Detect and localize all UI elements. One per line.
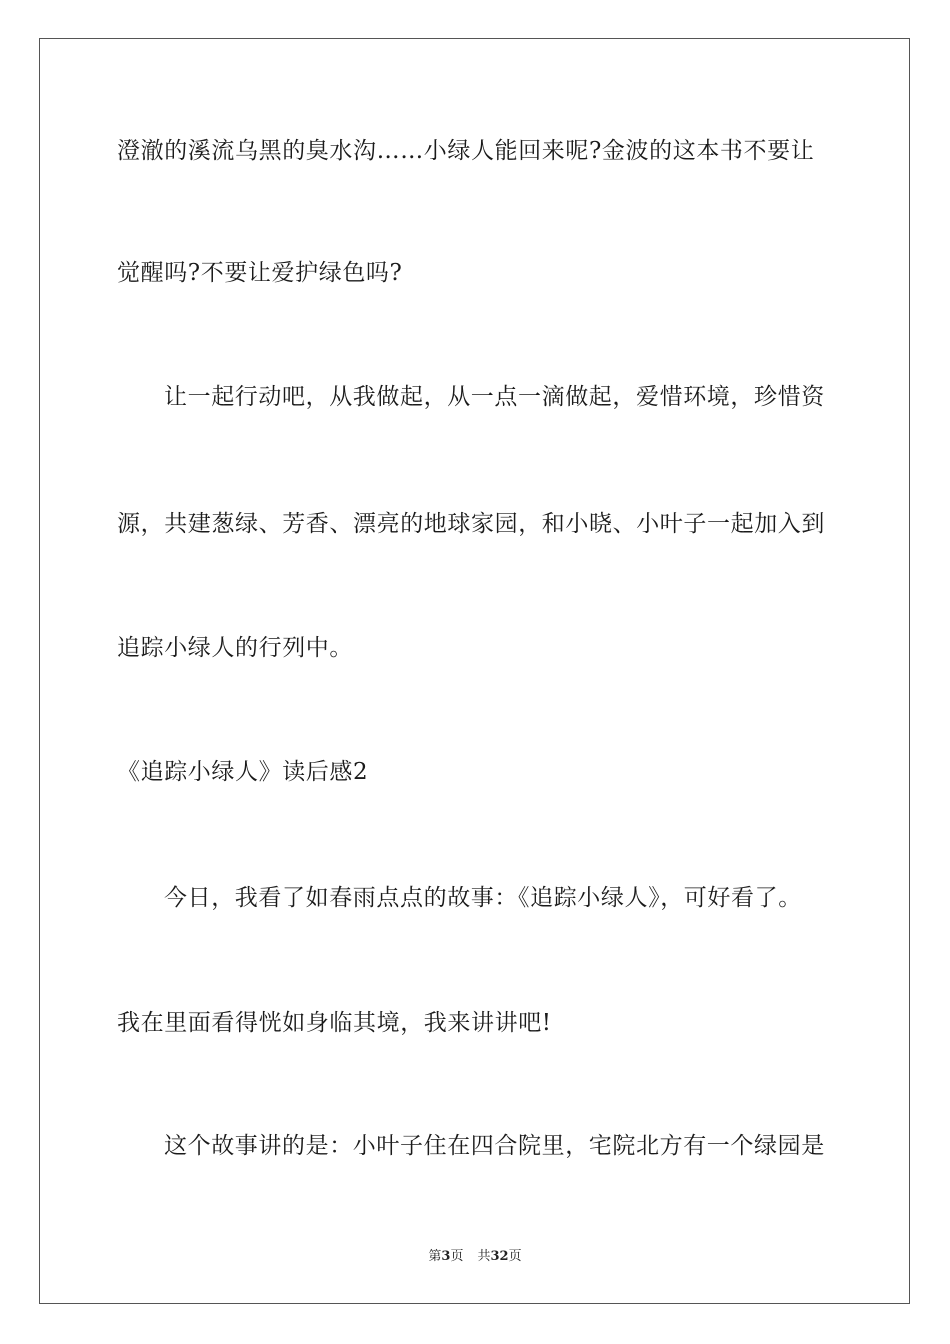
body-line-1: 澄澈的溪流乌黑的臭水沟……小绿人能回来呢?金波的这本书不要让 [117,138,815,164]
body-line-4: 源，共建葱绿、芳香、漂亮的地球家园，和小晓、小叶子一起加入到 [117,511,825,537]
body-line-8: 我在里面看得恍如身临其境，我来讲讲吧! [117,1010,552,1036]
body-line-2: 觉醒吗?不要让爱护绿色吗? [117,260,403,286]
page-number-footer [0,1248,950,1266]
paragraph-line-7: 今日，我看了如春雨点点的故事：《追踪小绿人》，可好看了。 [164,885,802,911]
current-page-number: 3 [441,1249,451,1264]
total-suffix: 页 [508,1249,522,1264]
section-heading: 《追踪小绿人》读后感2 [117,759,369,785]
paragraph-line-9: 这个故事讲的是：小叶子住在四合院里，宅院北方有一个绿园是 [164,1133,825,1159]
page-prefix: 第 [428,1249,442,1264]
total-page-count: 32 [490,1249,509,1264]
body-line-5: 追踪小绿人的行列中。 [117,635,353,661]
page-suffix: 页 [450,1249,464,1264]
paragraph-line-3: 让一起行动吧，从我做起，从一点一滴做起，爱惜环境，珍惜资 [164,384,825,410]
total-prefix: 共 [477,1249,491,1264]
page-border [39,38,910,1304]
